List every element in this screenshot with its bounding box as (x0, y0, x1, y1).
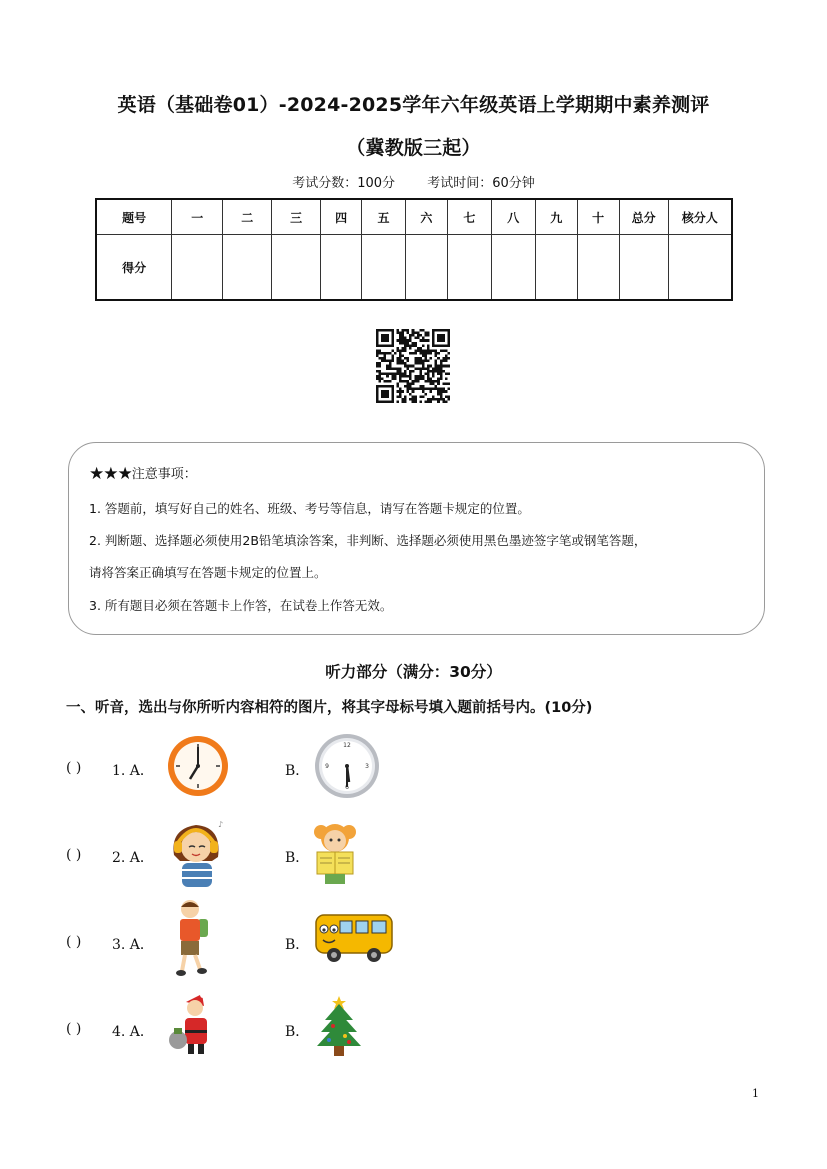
notice-title (89, 463, 197, 484)
score-row-label: 得分 (96, 235, 172, 301)
score-header-cell: 五 (362, 199, 406, 235)
boy-with-backpack-icon[interactable] (172, 897, 212, 977)
score-header-cell: 总分 (619, 199, 668, 235)
notice-item: 2. 判断题、选择题必须使用2B铅笔填涂答案，非判断、选择题必须使用黑色墨迹签字笔或钢笔答题， (89, 533, 647, 548)
score-cell[interactable] (535, 235, 577, 301)
score-cell[interactable] (577, 235, 619, 301)
score-cell[interactable] (447, 235, 491, 301)
three-stars-icon: ★★★ (89, 464, 132, 484)
score-header-cell: 七 (447, 199, 491, 235)
title-line2: （冀教版三起） (346, 137, 481, 159)
qr-code-icon (376, 329, 450, 403)
notice-title-text: 注意事项： (131, 467, 197, 482)
score-cell[interactable] (321, 235, 362, 301)
score-cell[interactable] (172, 235, 223, 301)
option-b-label: B． (285, 763, 310, 779)
svg-text:9: 9 (325, 763, 329, 770)
question-number: 3. A． (112, 937, 154, 953)
score-header-cell: 九 (535, 199, 577, 235)
exam-score: 考试分数：100分 (292, 176, 396, 191)
score-cell[interactable] (405, 235, 447, 301)
svg-text:3: 3 (365, 763, 369, 770)
section-title: 听力部分（满分：30分） (325, 663, 502, 681)
notice-item: 请将答案正确填写在答题卡规定的位置上。 (89, 565, 327, 580)
svg-text:♪: ♪ (218, 820, 224, 829)
question-row-2 (0, 820, 827, 914)
option-b-label: B． (285, 1024, 310, 1040)
score-cell[interactable] (619, 235, 668, 301)
svg-text:12: 12 (343, 742, 351, 749)
score-table-header-row (96, 199, 732, 235)
svg-text:6: 6 (345, 784, 349, 791)
score-header-cell: 四 (321, 199, 362, 235)
score-header-cell: 八 (491, 199, 535, 235)
answer-bracket[interactable]: ( ) (66, 1021, 82, 1037)
score-header-cell: 三 (272, 199, 321, 235)
question-number: 1. A． (112, 763, 154, 779)
score-header-cell: 二 (223, 199, 272, 235)
santa-claus-icon[interactable] (168, 992, 220, 1056)
question1-title: 一、听音，选出与你所听内容相符的图片，将其字母标号填入题前括号内。(10分) (66, 700, 593, 716)
question-row-4 (0, 1018, 827, 1088)
girl-with-headphones-icon[interactable] (166, 815, 228, 889)
yellow-school-bus-icon[interactable] (312, 909, 396, 965)
score-header-cell: 核分人 (668, 199, 732, 235)
question-number: 4. A． (112, 1024, 154, 1040)
notice-item: 1. 答题前，填写好自己的姓名、班级、考号等信息，请写在答题卡规定的位置。 (89, 501, 530, 516)
orange-clock-7oclock-icon[interactable] (166, 734, 230, 798)
girl-reading-book-icon[interactable] (311, 818, 359, 886)
score-table (95, 198, 733, 301)
score-table-score-row (96, 235, 732, 301)
answer-bracket[interactable]: ( ) (66, 934, 82, 950)
notice-box (68, 442, 765, 635)
question-row-1 (0, 742, 827, 827)
score-header-cell: 一 (172, 199, 223, 235)
option-b-label: B． (285, 850, 310, 866)
score-cell[interactable] (362, 235, 406, 301)
title-line1: 英语（基础卷01）-2024-2025学年六年级英语上学期期中素养测评 (117, 94, 710, 116)
score-header-cell: 题号 (96, 199, 172, 235)
question-number: 2. A． (112, 850, 154, 866)
score-cell[interactable] (491, 235, 535, 301)
exam-info (0, 172, 827, 191)
option-b-label: B． (285, 937, 310, 953)
answer-bracket[interactable]: ( ) (66, 847, 82, 863)
answer-bracket[interactable]: ( ) (66, 760, 82, 776)
question-row-3 (0, 931, 827, 1001)
notice-item: 3. 所有题目必须在答题卡上作答，在试卷上作答无效。 (89, 598, 393, 613)
silver-clock-630-icon[interactable] (313, 732, 381, 800)
score-header-cell: 十 (577, 199, 619, 235)
score-cell[interactable] (668, 235, 732, 301)
score-header-cell: 六 (405, 199, 447, 235)
score-cell[interactable] (272, 235, 321, 301)
page-number: 1 (752, 1087, 759, 1100)
christmas-tree-icon[interactable] (313, 992, 365, 1058)
exam-time: 考试时间：60分钟 (427, 176, 535, 191)
score-cell[interactable] (223, 235, 272, 301)
